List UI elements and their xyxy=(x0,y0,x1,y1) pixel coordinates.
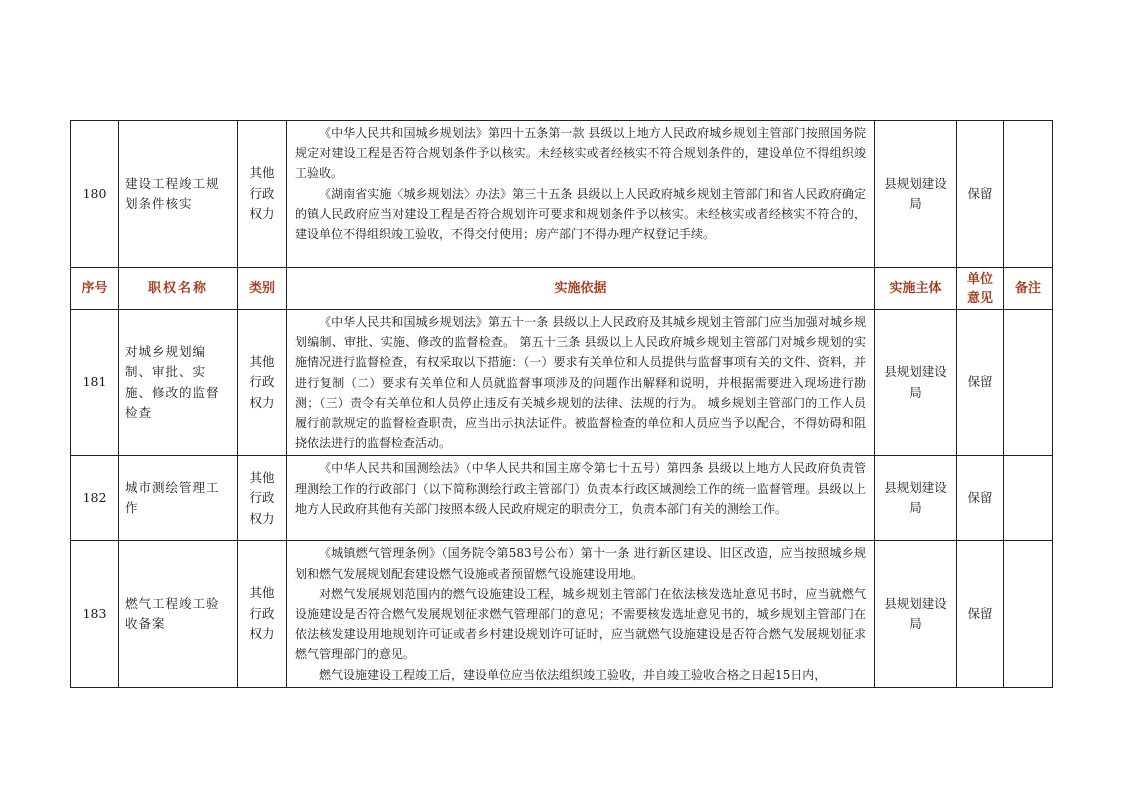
unit-opinion: 保留 xyxy=(957,541,1004,687)
header-no: 序号 xyxy=(71,268,119,310)
implementing-subject xyxy=(875,121,957,268)
unit-opinion: 保留 xyxy=(957,456,1004,541)
remark xyxy=(1004,541,1053,687)
basis-paragraph: 燃气设施建设工程竣工后，建设单位应当依法组织竣工验收，并自竣工验收合格之日起15日内， xyxy=(319,667,827,682)
basis-paragraph: 对燃气发展规划范围内的燃气设施建设工程，城乡规划主管部门在依法核发选址意见书时，应当就燃气设施建设是否符合燃气发展规划征求燃气管理部门的意见；不需要核发选址意见书的，城乡规划主管部门在依法核发建设用地规划许可证或者乡村建设规划许可证时，应当就燃气设施建设是否符合燃气发展规划征求燃气管理部门的意见。 xyxy=(295,586,866,662)
power-name: 燃气工程竣工验收备案 xyxy=(119,541,238,687)
basis-paragraph: 《中华人民共和国测绘法》（中华人民共和国主席令第七十五号）第四条 县级以上地方人民政府负责管理测绘工作的行政部门（以下简称测绘行政主管部门）负责本行政区域测绘工作的统一监督管理。县级以上地方人民政府其他有关部门按照本级人民政府规定的职责分工，负责本部门有关的测绘工作。 xyxy=(295,461,866,516)
subject-text: 县规划建设局 xyxy=(884,175,947,211)
remark xyxy=(1004,310,1053,456)
remark xyxy=(1004,121,1053,268)
basis-paragraph: 《城镇燃气管理条例》（国务院令第583号公布）第十一条 进行新区建设、旧区改造，应当按照城乡规划和燃气发展规划配套建设燃气设施或者预留燃气设施建设用地。 xyxy=(295,546,866,581)
row-number: 183 xyxy=(71,541,119,687)
subject-text: 县规划建设局 xyxy=(884,479,947,516)
subject-text: 县规划建设局 xyxy=(884,364,947,400)
power-type xyxy=(238,310,287,456)
table-row xyxy=(71,121,1053,268)
basis-paragraph: 《中华人民共和国城乡规划法》第四十五条第一款 县级以上地方人民政府城乡规划主管部门按照国务院规定对建设工程是否符合规划条件予以核实。未经核实或者经核实不符合规划条件的，建设单位不得组织竣工验收。 xyxy=(295,126,866,181)
basis-paragraph: 《中华人民共和国城乡规划法》第五十一条 县级以上人民政府及其城乡规划主管部门应当加强对城乡规划编制、审批、实施、修改的监督检查。 第五十三条 县级以上人民政府城乡规划主管部门对城乡规划的实施情况进行监督检查，有权采取以下措施：（一）要求有关单位和人员提供与监督事项有关的文件、资料，并进行复制（二）要求有关单位和人员就监督事项涉及的问题作出解释和说明，并根据需要进入现场进行勘测；（三）责令有关单位和人员停止违反有关城乡规划的法律、法规的行为。 城乡规划主管部门的工作人员履行前款规定的监督检查职责，应当出示执法证件。被监督检查的单位和人员应当予以配合，不得妨碍和阻挠依法进行的监督检查活动。 xyxy=(295,315,866,451)
header-name: 职权名称 xyxy=(119,268,238,310)
row-number: 180 xyxy=(71,121,119,268)
header-remark: 备注 xyxy=(1004,268,1053,310)
legal-basis xyxy=(287,456,875,541)
power-type-text: 其他行政权力 xyxy=(249,469,275,526)
table-row xyxy=(71,456,1053,541)
power-name: 对城乡规划编制、审批、实施、修改的监督检查 xyxy=(119,310,238,456)
document-page xyxy=(70,120,1052,682)
header-basis: 实施依据 xyxy=(287,268,875,310)
row-number: 182 xyxy=(71,456,119,541)
power-name: 建设工程竣工规划条件核实 xyxy=(119,121,238,268)
power-type-text: 其他行政权力 xyxy=(249,165,275,222)
table-header-row xyxy=(71,268,1053,310)
power-type-text: 其他行政权力 xyxy=(249,353,275,410)
power-type-text: 其他行政权力 xyxy=(249,585,275,642)
power-type xyxy=(238,456,287,541)
implementing-subject xyxy=(875,310,957,456)
table-row xyxy=(71,310,1053,456)
subject-text: 县规划建设局 xyxy=(884,595,947,632)
legal-basis xyxy=(287,541,875,687)
table-row xyxy=(71,541,1053,687)
header-opinion xyxy=(957,268,1004,310)
implementing-subject xyxy=(875,541,957,687)
power-type xyxy=(238,541,287,687)
power-name: 城市测绘管理工作 xyxy=(119,456,238,541)
header-subject: 实施主体 xyxy=(875,268,957,310)
row-number: 181 xyxy=(71,310,119,456)
header-type: 类别 xyxy=(238,268,287,310)
header-opinion-text: 单位意见 xyxy=(966,271,993,306)
unit-opinion: 保留 xyxy=(957,310,1004,456)
implementing-subject xyxy=(875,456,957,541)
basis-paragraph: 《湖南省实施〈城乡规划法〉办法》第三十五条 县级以上人民政府城乡规划主管部门和省人民政府确定的镇人民政府应当对建设工程是否符合规划许可要求和规划条件予以核实。未经核实或者经核实不符合的，建设单位不得组织竣工验收，不得交付使用；房产部门不得办理产权登记手续。 xyxy=(295,186,866,242)
remark xyxy=(1004,456,1053,541)
legal-basis xyxy=(287,121,875,268)
legal-basis xyxy=(287,310,875,456)
powers-table xyxy=(70,120,1053,688)
unit-opinion: 保留 xyxy=(957,121,1004,268)
power-type xyxy=(238,121,287,268)
